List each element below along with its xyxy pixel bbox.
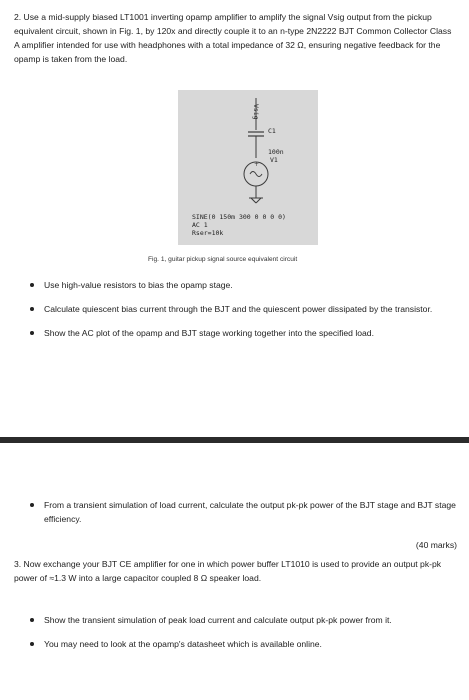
bullet-dot [30, 331, 34, 335]
list-item [14, 498, 458, 526]
bullet-text: Calculate quiescent bias current through the BJT and the quiescent power dissipated by the transistor. [44, 304, 433, 314]
bullet-text: Show the transient simulation of peak load current and calculate output pk-pk power from it. [44, 615, 392, 625]
question-3-text: 3. Now exchange your BJT CE amplifier for one in which power buffer LT1010 is used to provide an output pk-pk power of ≈1.3 W into a large capacitor coupled 8 Ω speaker load. [14, 559, 442, 583]
bullet-dot [30, 307, 34, 311]
plus-sign: + [254, 161, 260, 168]
bullet-list-2 [14, 498, 458, 536]
list-item [14, 326, 458, 340]
list-item [14, 302, 458, 316]
capacitance-label: 100n [268, 148, 284, 156]
bullet-text: Show the AC plot of the opamp and BJT stage working together into the specified load. [44, 328, 374, 338]
bullet-list-3 [14, 613, 458, 661]
section-divider [0, 437, 469, 443]
vsig-label: Vsig [252, 104, 260, 120]
list-item [14, 278, 458, 292]
question-2-text: 2. Use a mid-supply biased LT1001 inverting opamp amplifier to amplify the signal Vsig output from the pickup equivalent circuit, shown in Fig. 1, by 120x and directly couple it to an n-type 2N2222 BJT Common Collector Class A amplifier intended for use with headphones with a total impedance of 32 Ω, ensuring negative feedback for the opamp is taken from the load. [14, 12, 452, 64]
ground-tri-left [251, 198, 256, 203]
source-params-line3: Rser=10k [192, 229, 224, 237]
v1-label: V1 [270, 156, 278, 164]
bullet-list-1 [14, 278, 458, 350]
ground-tri-right [256, 198, 261, 203]
bullet-dot [30, 642, 34, 646]
bullet-text: You may need to look at the opamp's datasheet which is available online. [44, 639, 322, 649]
figure-caption: Fig. 1, guitar pickup signal source equivalent circuit [148, 256, 298, 263]
bullet-dot [30, 283, 34, 287]
bullet-text: Use high-value resistors to bias the opamp stage. [44, 280, 233, 290]
bullet-dot [30, 503, 34, 507]
source-params-line1: SINE(0 150m 300 0 0 0 0) [192, 213, 286, 221]
bullet-text: From a transient simulation of load current, calculate the output pk-pk power of the BJT stage and BJT stage efficiency. [44, 500, 456, 524]
marks-label: (40 marks) [415, 540, 457, 550]
list-item [14, 613, 458, 627]
bullet-dot [30, 618, 34, 622]
source-params-line2: AC 1 [192, 221, 208, 229]
circuit-figure [178, 90, 318, 245]
sine-wave-symbol [250, 172, 262, 177]
list-item [14, 637, 458, 651]
c1-label: C1 [268, 127, 276, 135]
